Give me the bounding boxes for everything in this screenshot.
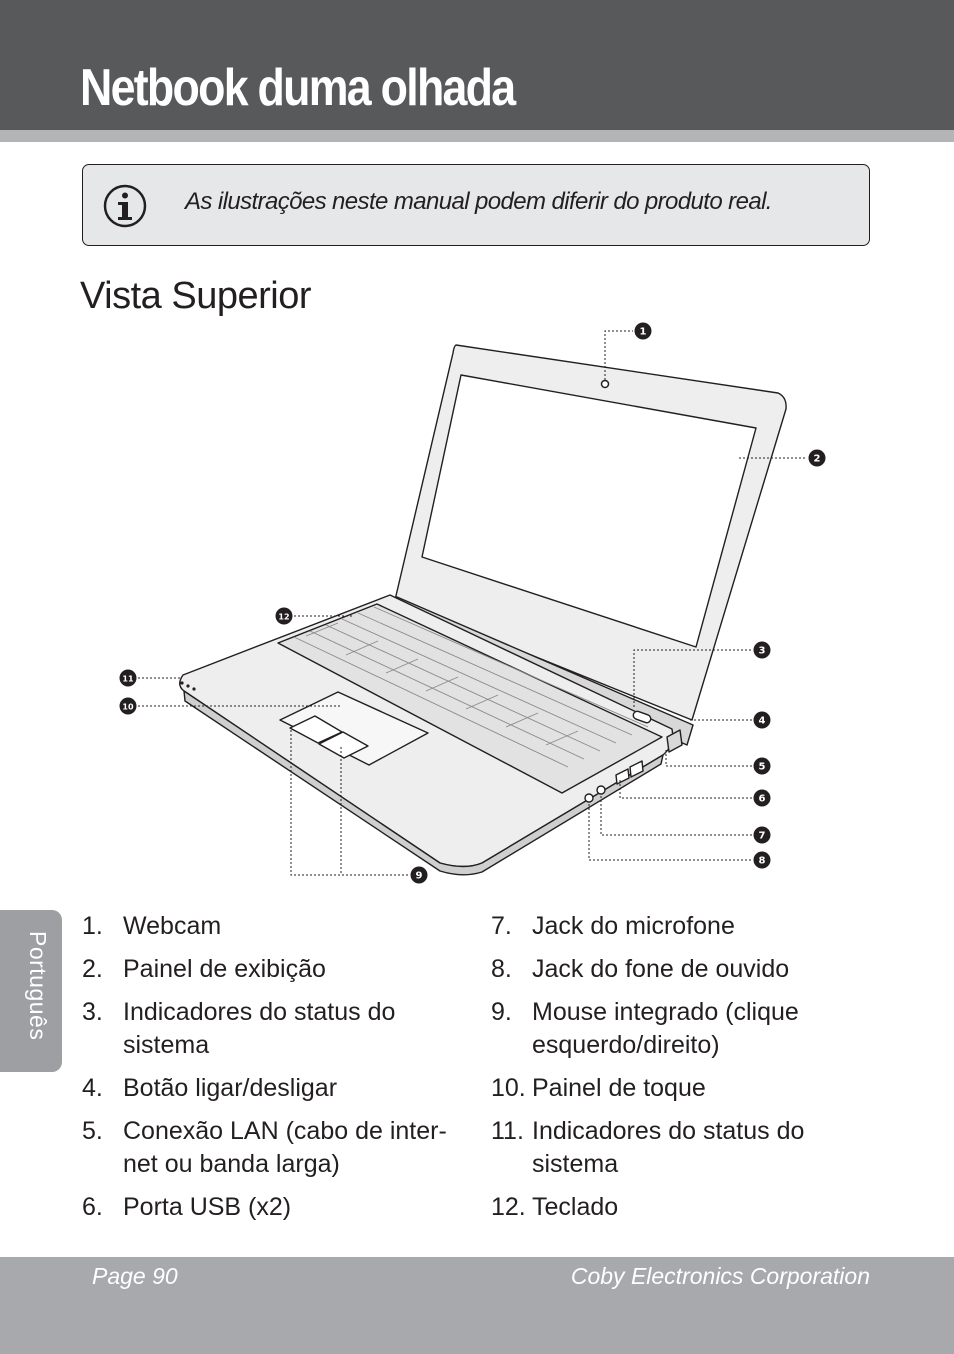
list-item [491,1191,821,1224]
item-number: 9. [491,998,512,1026]
list-item [82,1191,452,1224]
item-label: Porta USB (x2) [123,1193,292,1221]
list-item [491,996,821,1062]
item-number: 12. [491,1193,526,1221]
list-item [82,910,452,943]
info-icon [103,184,147,228]
list-item [491,1072,821,1105]
components-list-right [491,910,821,1234]
callout-3: 3 [758,645,766,657]
item-label: Indicadores do status do sistema [532,1117,805,1178]
item-number: 5. [82,1117,103,1145]
item-number: 4. [82,1074,103,1102]
components-list-left [82,910,452,1234]
callout-9: 9 [415,870,423,882]
callout-8: 8 [758,855,766,867]
item-number: 7. [491,912,512,940]
header-rule [0,130,954,142]
callout-5: 5 [758,761,766,773]
list-item [82,1115,452,1181]
item-label: Painel de exibição [123,955,326,983]
list-item [491,953,821,986]
item-label: Webcam [123,912,222,940]
page-number: Page 90 [92,1263,178,1289]
callout-2: 2 [813,453,821,465]
item-number: 10. [491,1074,526,1102]
callout-7: 7 [758,830,766,842]
callout-6: 6 [758,793,766,805]
item-label: Mouse integrado (clique esquerdo/direito) [532,998,799,1059]
callout-12: 12 [278,612,290,622]
callout-4: 4 [758,715,766,727]
item-label: Botão ligar/desligar [123,1074,338,1102]
item-label: Conexão LAN (cabo de inter-net ou banda larga) [123,1117,447,1178]
note-text: As ilustrações neste manual podem diferir do produto real. [185,188,772,215]
note-box [82,164,870,246]
item-label: Painel de toque [532,1074,706,1102]
section-title: Vista Superior [80,275,311,317]
item-label: Jack do microfone [532,912,735,940]
company-name: Coby Electronics Corporation [570,1263,870,1289]
language-tab [0,910,62,1072]
item-number: 2. [82,955,103,983]
list-item [82,953,452,986]
item-label: Jack do fone de ouvido [532,955,790,983]
callout-10: 10 [122,702,134,712]
item-number: 11. [491,1117,524,1145]
item-number: 8. [491,955,512,983]
netbook-illustration [110,315,840,890]
item-number: 1. [82,912,103,940]
item-number: 6. [82,1193,103,1221]
list-item [491,910,821,943]
callout-11: 11 [122,674,134,684]
item-label: Indicadores do status do sistema [123,998,396,1059]
item-number: 3. [82,998,103,1026]
callout-1: 1 [639,326,647,338]
list-item [82,1072,452,1105]
language-tab-label: Português [25,931,51,1041]
item-label: Teclado [532,1193,619,1221]
list-item [82,996,452,1062]
page-title: Netbook duma olhada [80,59,515,117]
list-item [491,1115,821,1181]
